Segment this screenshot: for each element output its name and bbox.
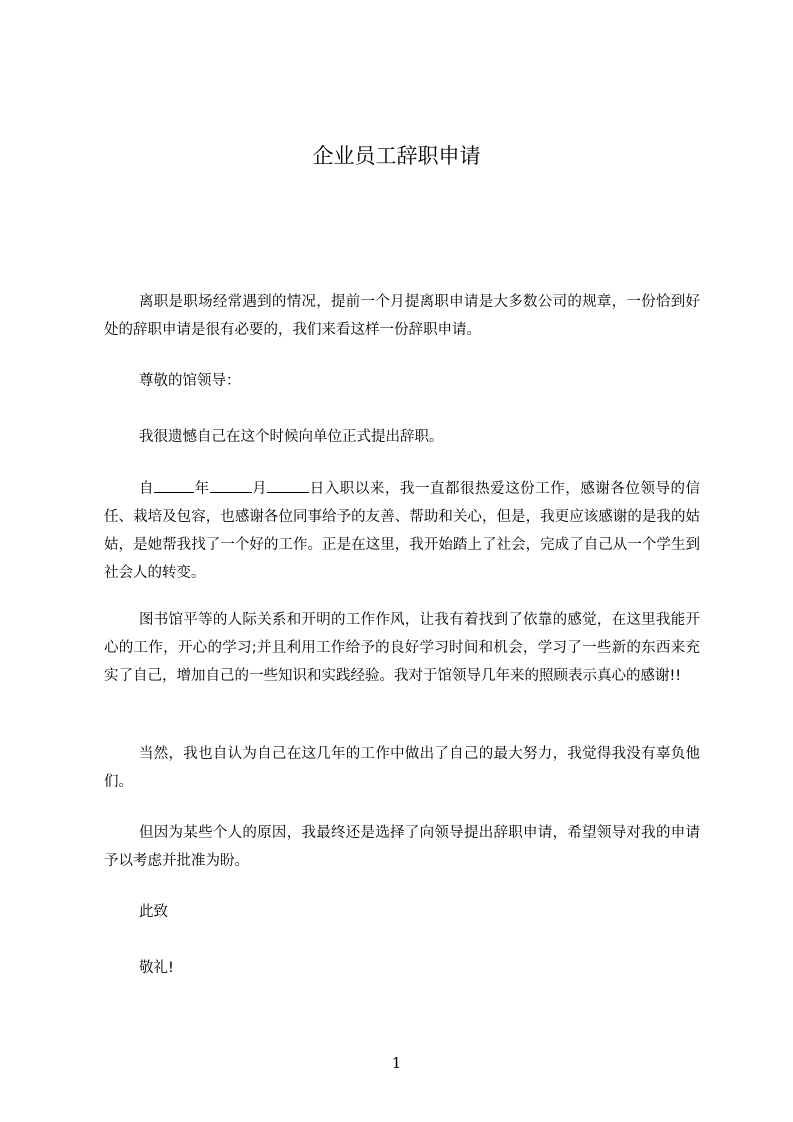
day-blank — [267, 478, 309, 493]
date-prefix: 自 — [139, 481, 155, 497]
year-label: 年 — [194, 481, 210, 497]
paragraph-3: 图书馆平等的人际关系和开明的工作作风，让我有着找到了依靠的感觉，在这里我能开心的工作，开心的学习;并且利用工作给予的良好学习时间和机会，学习了一些新的东西来充实了自己，增加自己的一些知识和实践经验。我对于馆领导几年来的照顾表示真心的感谢!! — [104, 612, 700, 684]
paragraph-1: 我很遗憾自己在这个时候向单位正式提出辞职。 — [139, 429, 444, 445]
paragraph-2-rest: 日入职以来，我一直都很热爱这份工作，感谢各位领导的信任、栽培及包容，也感谢各位同事给予的友善、帮助和关心，但是，我更应该感谢的是我的姑姑，是她帮我找了一个好的工作。正是在这里，我开始踏上了社会，完成了自己从一个学生到社会人的转变。 — [104, 481, 701, 581]
salutation: 尊敬的馆领导： — [139, 373, 241, 389]
page-number: 1 — [391, 1054, 402, 1072]
document-title: 企业员工辞职申请 — [312, 144, 481, 168]
closing-line-1: 此致 — [139, 904, 168, 920]
month-label: 月 — [251, 481, 268, 497]
month-blank — [210, 478, 252, 493]
paragraph-4: 当然，我也自认为自己在这几年的工作中做出了自己的最大努力，我觉得我没有辜负他们。 — [104, 746, 700, 790]
closing-line-2: 敬礼! — [139, 960, 174, 976]
paragraph-2 — [104, 475, 700, 587]
year-blank — [154, 478, 194, 493]
paragraph-5: 但因为某些个人的原因，我最终还是选择了向领导提出辞职申请，希望领导对我的申请予以考虑并批准为盼。 — [104, 825, 700, 869]
intro-paragraph: 离职是职场经常遇到的情况，提前一个月提离职申请是大多数公司的规章，一份恰到好处的辞职申请是很有必要的，我们来看这样一份辞职申请。 — [104, 294, 700, 338]
